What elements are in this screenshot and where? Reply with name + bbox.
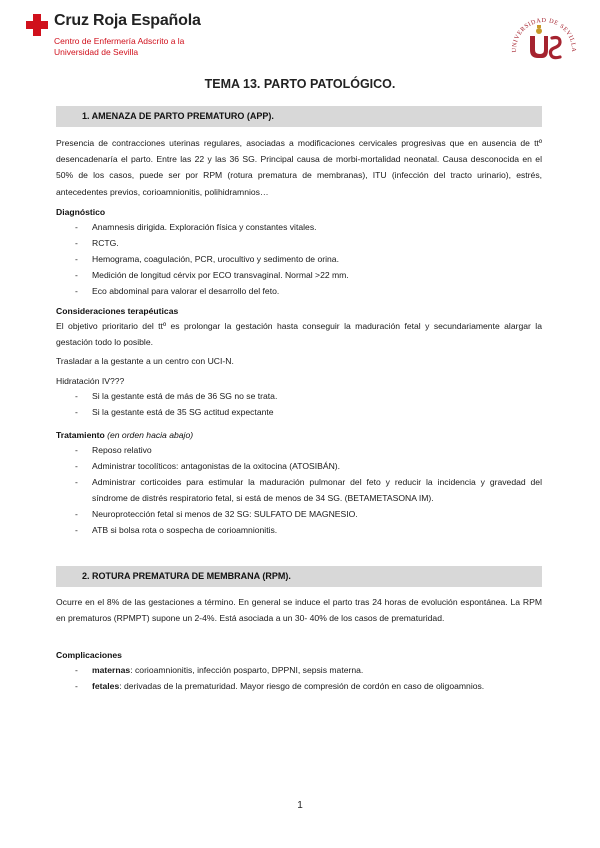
section-2-heading: 2. ROTURA PREMATURA DE MEMBRANA (RPM). [82,571,291,581]
complicacion-label: maternas [92,665,131,675]
page-title: TEMA 13. PARTO PATOLÓGICO. [204,77,396,91]
tratamiento-list [56,442,542,538]
red-cross-logo-icon [26,14,48,36]
trasladar-text: Trasladar a la gestante a un centro con UCI-N. [56,356,234,366]
section-2-heading-bar [56,566,542,587]
list-item: - Administrar corticoides para estimular la maduración pulmonar del feto y reducir la incidencia y gravedad del síndrome de distrés respiratorio fetal, si está de menos de 34 SG. (BETAMETASONA IM). [56,474,542,506]
section-2-intro: Ocurre en el 8% de las gestaciones a término. En general se induce el parto tras 24 horas de evolución espontánea. La RPM en prematuros (RPMPT) supone un 2-4%. Está asociada a un 30- 40% de los casos de prematuridad. [56,597,542,624]
tratamiento-title [56,430,193,440]
complicacion-text: : derivadas de la prematuridad. Mayor riesgo de compresión de cordón en caso de oligoamnios. [119,681,485,691]
list-item [56,662,542,678]
diagnostico-title: Diagnóstico [56,207,106,217]
hidratacion-text: Hidratación IV??? [56,376,125,386]
list-item: - Anamnesis dirigida. Exploración física y constantes vitales. [56,219,542,235]
section-1-heading-bar [56,106,542,127]
list-item: - ATB si bolsa rota o sospecha de corioamnionitis. [56,522,542,538]
university-seal-text: UNIVERSIDAD DE SEVILLA [510,16,578,53]
list-item: - Si la gestante está de 35 SG actitud expectante [56,404,542,420]
tratamiento-heading: Tratamiento [56,430,105,440]
hidratacion-list [56,388,542,420]
org-subtitle-line-2: Universidad de Sevilla [54,47,139,57]
list-item: - Hemograma, coagulación, PCR, urocultivo y sedimento de orina. [56,251,542,267]
consideraciones-title: Consideraciones terapéuticas [56,306,179,316]
complicaciones-title: Complicaciones [56,650,122,660]
list-item: - Si la gestante está de más de 36 SG no se trata. [56,388,542,404]
list-item: - RCTG. [56,235,542,251]
section-1-intro: Presencia de contracciones uterinas regulares, asociadas a modificaciones cervicales progresivas que en ausencia de ttº desencadenaría el parto. Entre las 22 y las 36 SG. Principal causa de morbi-mortalidad neonatal. Causa desconocida en el 50% de los casos, puede ser por RPM (rotura prematura de membranas), ITU (infección del tracto urinario), estrés, antecedentes previos, corioamnionitis, polihidramnios… [56,138,542,197]
page-number: 1 [297,800,303,811]
list-item: - Reposo relativo [56,442,542,458]
diagnostico-list [56,219,542,299]
list-item: - Neuroprotección fetal si menos de 32 SG: SULFATO DE MAGNESIO. [56,506,542,522]
complicacion-label: fetales [92,681,120,691]
section-1-heading: 1. AMENAZA DE PARTO PREMATURO (APP). [82,111,274,121]
org-name: Cruz Roja Española [54,12,201,29]
list-item: - Medición de longitud cérvix por ECO transvaginal. Normal >22 mm. [56,267,542,283]
tratamiento-note: (en orden hacia abajo) [107,430,194,440]
org-subtitle [54,36,184,58]
list-item: - Administrar tocolíticos: antagonistas de la oxitocina (ATOSIBÁN). [56,458,542,474]
complicaciones-list [56,662,542,694]
list-item [56,678,542,694]
complicacion-text: : corioamnionitis, infección posparto, DPPNI, sepsis materna. [130,665,364,675]
university-seal-logo [508,10,580,68]
org-subtitle-line-1: Centro de Enfermería Adscrito a la [54,36,185,46]
list-item: - Eco abdominal para valorar el desarrollo del feto. [56,283,542,299]
consideraciones-text: El objetivo prioritario del ttº es prolongar la gestación hasta conseguir la maduración fetal y secundariamente alargar la gestación todo lo posible. [56,321,542,348]
